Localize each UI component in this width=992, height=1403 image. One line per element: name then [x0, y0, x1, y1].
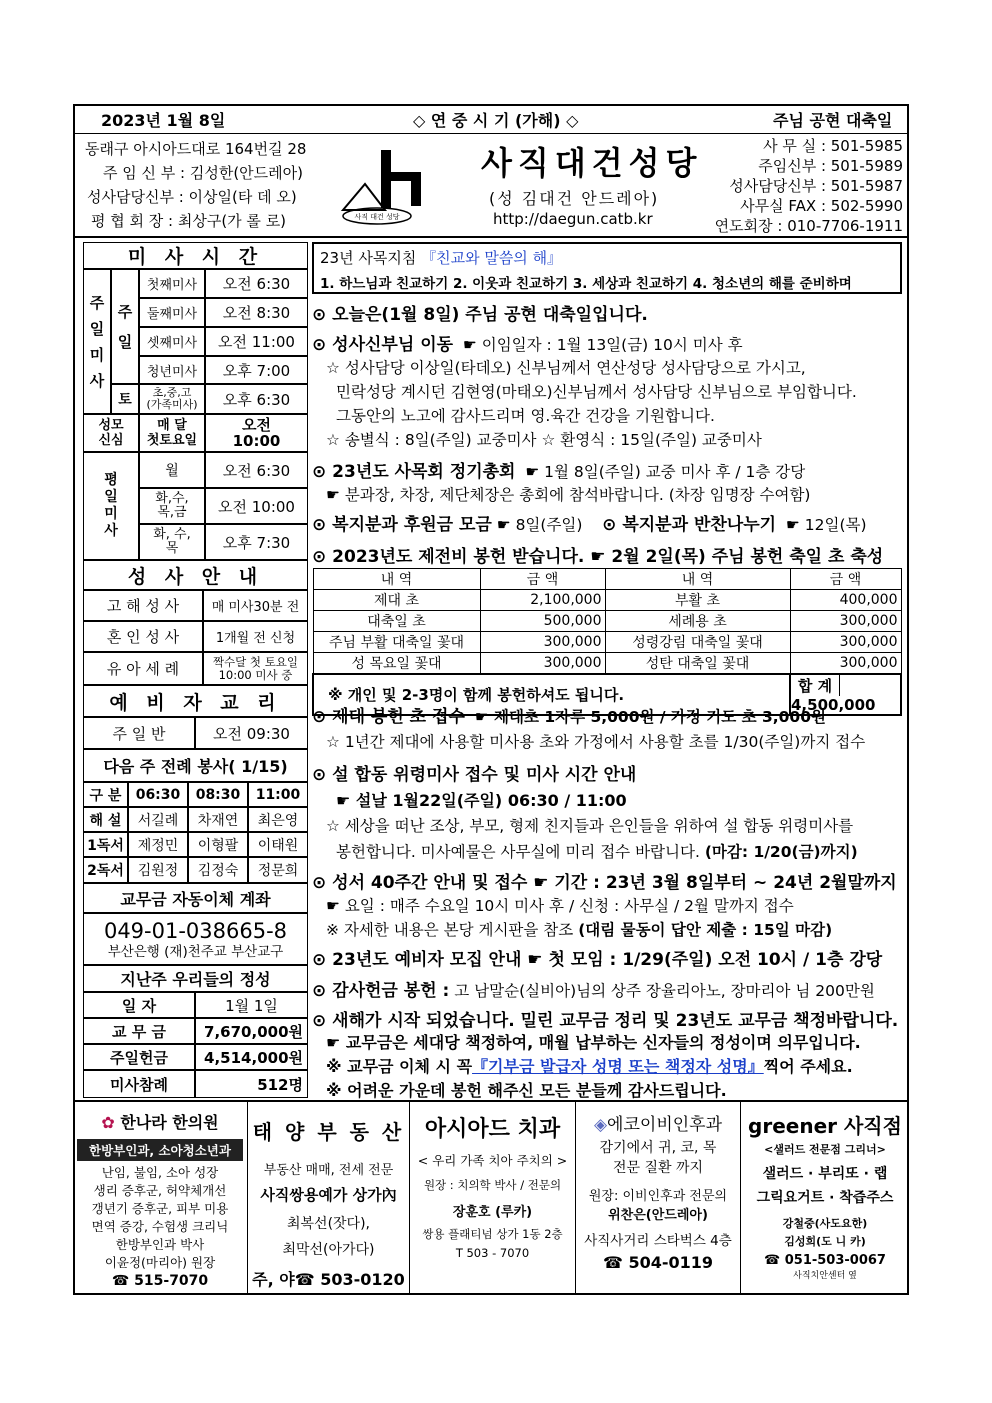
liturgy-person: 차재연 [188, 807, 248, 832]
ad-subtitle: < 우리 가족 치아 주치의 > [417, 1153, 568, 1168]
motto-line [320, 247, 562, 268]
table-cell: 부활 초 [605, 590, 790, 611]
offering-total-label: 합 계 [791, 675, 840, 696]
notice-memorial-deadline: (마감: 1/20(금)까지) [704, 843, 858, 861]
pastor-name: 주 임 신 부 : 김성한(안드레아) [103, 164, 303, 182]
liturgy-header: 06:30 [128, 782, 188, 807]
sacrament-info: 매 미사30분 전 [203, 590, 308, 621]
notice-feast: ⊙ 오늘은(1월 8일) 주님 공현 대축일입니다. [312, 305, 648, 325]
ad-line: 원장: 이비인후과 전문의 [588, 1189, 728, 1204]
church-url[interactable]: http://daegun.catb.kr [493, 210, 653, 228]
weekday-time: 오후 7:30 [205, 524, 308, 560]
church-address: 동래구 아시아드대로 164번길 28 [85, 140, 307, 158]
table-row [313, 653, 901, 675]
church-patron: (성 김대건 안드레아) [489, 189, 660, 208]
flower-icon: ✿ [101, 1113, 115, 1132]
ads-row [73, 1100, 909, 1295]
church-header [73, 134, 909, 238]
ad-line: 그릭요거트 · 착즙주스 [756, 1190, 894, 1206]
phone-pastor: 주임신부 : 501-5989 [758, 157, 903, 175]
ad-dental [410, 1102, 576, 1295]
notice-newyear: ⊙ 새해가 시작 되었습니다. 밀린 교무금 정리 및 23년도 교무금 책정바랍니다. [312, 1011, 899, 1031]
ad-title: greener 사직점 [748, 1114, 902, 1138]
notice-assembly-line [312, 457, 805, 482]
notice-welfare-line [312, 510, 867, 535]
sacrament-info: 짝수달 첫 토요일 10:00 미사 중 [203, 652, 308, 685]
stats-label: 주일헌금 [83, 1044, 195, 1070]
motto-text: 『친교와 말씀의 해』 [421, 249, 563, 267]
mass-row-time: 오전 11:00 [205, 327, 308, 356]
stats-value: 1월 1일 [195, 992, 308, 1018]
notice-memorial-date: ☛ 설날 1월22일(주일) 06:30 / 11:00 [336, 791, 627, 810]
ad-footnote: 사직치안센터 옆 [793, 1271, 857, 1281]
ad-line: 난임, 불임, 소아 성장 [101, 1165, 219, 1180]
notice-sidedish-date: ☛ 12일(목) [785, 516, 867, 534]
ad-ent-clinic [576, 1102, 741, 1295]
notice-offering: ⊙ 2023년도 제전비 봉헌 받습니다. ☛ 2월 2일(목) 주님 봉헌 축일 초 축성 [312, 547, 884, 567]
ad-line: 쌍용 플래티넘 상가 1동 2층 [422, 1227, 563, 1241]
left-column [83, 242, 308, 1100]
offering-total: 4,500,000 [791, 696, 876, 714]
ad-line: 샐러드 · 부리또 · 랩 [762, 1166, 888, 1182]
notice-memorial-detail: 봉헌합니다. 미사예물은 사무실에 미리 접수 바랍니다. [336, 843, 700, 861]
assistant-priest: 성사담당신부 : 이상일(타 데 오) [87, 188, 297, 206]
notice-gratitude: ※ 어려운 가운데 봉헌 해주신 모든 분들께 감사드립니다. [326, 1081, 727, 1100]
table-cell: 300,000 [790, 611, 901, 632]
ad-realestate [248, 1102, 410, 1295]
notice-bible-detail: ☛ 요일 : 매주 수요일 10시 미사 후 / 신청 : 사무실 / 2월 말까지 접수 [326, 897, 794, 915]
holy-hour-time: 오전 10:00 [205, 414, 308, 452]
table-cell: 제대 초 [313, 590, 480, 611]
weekday-time: 오전 6:30 [205, 452, 308, 488]
phone-office: 사 무 실 : 501-5985 [763, 137, 903, 155]
ad-line: 사직쌍용예가 상가內 [260, 1186, 397, 1204]
sacrament-info: 1개월 전 신청 [203, 621, 308, 652]
notice-sidedish-title: ⊙ 복지분과 반찬나누기 [602, 515, 777, 535]
table-cell: 2,100,000 [480, 590, 605, 611]
ad-salad [741, 1102, 909, 1295]
table-cell: 400,000 [790, 590, 901, 611]
table-cell: 500,000 [480, 611, 605, 632]
liturgy-person: 서길례 [128, 807, 188, 832]
mass-row-name: 초,중,고 (가족미사) [139, 384, 205, 414]
table-row [313, 632, 901, 653]
liturgy-role: 1독서 [83, 832, 128, 857]
catechumen-time: 오전 09:30 [195, 717, 308, 749]
table-cell: 세례용 초 [605, 611, 790, 632]
notice-transfer-detail: 그동안의 노고에 감사드리며 영.육간 건강을 기원합니다. [336, 407, 715, 425]
liturgy-person: 김정숙 [188, 857, 248, 883]
saturday-label: 토 [111, 384, 139, 414]
table-header: 금 액 [790, 569, 901, 590]
table-cell: 성탄 대축일 꽃대 [605, 653, 790, 675]
notice-tithe-note-end: 찍어 주세요. [763, 1057, 853, 1076]
liturgy-person: 제정민 [128, 832, 188, 857]
table-header: 내 역 [605, 569, 790, 590]
sacrament-name: 고 해 성 사 [83, 590, 203, 621]
liturgy-header: 구 분 [83, 782, 128, 807]
notice-transfer-date: ☛ 이임일자 : 1월 13일(금) 10시 미사 후 [462, 336, 743, 354]
notice-transfer-line [312, 330, 743, 355]
notice-memorial-deadline-line [336, 840, 858, 862]
notice-transfer-detail: ☆ 성사담당 이상일(타데오) 신부님께서 연산성당 성사담당으로 가시고, [326, 359, 806, 377]
ad-title-text: 에코이비인후과 [607, 1115, 723, 1135]
liturgy-title: 다음 주 전례 봉사( 1/15) [83, 749, 308, 782]
notice-transfer-title: ⊙ 성사신부님 이동 [312, 335, 454, 355]
stats-value: 512명 [195, 1070, 308, 1098]
weekday-mass-label: 평일미사 [83, 452, 139, 560]
church-name: 사직대건성당 [481, 144, 703, 182]
weekday-day: 화,수, 목,금 [139, 488, 205, 524]
notice-candle-price: ☛ 제대초 1자루 5,000원 / 가정 기도 초 3,000원 [474, 708, 826, 726]
ad-subtitle: 감기에서 귀, 코, 목 [599, 1140, 717, 1156]
table-row [313, 590, 901, 611]
ad-phone: ☎ 515-7070 [111, 1273, 209, 1289]
notice-assembly-detail: ☛ 분과장, 차장, 제단체장은 총회에 참석바랍니다. (차장 임명장 수여함) [326, 486, 811, 504]
ad-line: 김성희(도 니 카) [784, 1235, 866, 1248]
ad-title [576, 1110, 740, 1135]
liturgy-header: 08:30 [188, 782, 248, 807]
motto-box [312, 242, 902, 294]
ad-line: 갱년기 증후군, 피부 미용 [91, 1201, 229, 1216]
notice-bible: ⊙ 성서 40주간 안내 및 접수 ☛ 기간 : 23년 3월 8일부터 ~ 24년 2월말까지 [312, 873, 897, 893]
ad-phone: 주, 야☎ 503-0120 [252, 1270, 405, 1289]
bulletin-date: 2023년 1월 8일 [101, 111, 226, 130]
notice-candle-title: ⊙ 제대 봉헌 초 접수 [312, 707, 465, 727]
holy-hour-when: 매 달 첫토요일 [139, 414, 205, 452]
notice-bible-note: ※ 자세한 내용은 본당 게시판을 참조 [326, 921, 574, 939]
catechumen-class: 주 일 반 [83, 717, 195, 749]
liturgy-role: 2독서 [83, 857, 128, 883]
stats-title: 지난주 우리들의 정성 [83, 965, 308, 992]
logo-caption: 사직 대건 성당 [354, 213, 400, 221]
mass-row-name: 청년미사 [139, 356, 205, 384]
stats-label: 교 무 금 [83, 1018, 195, 1044]
table-cell: 300,000 [790, 653, 901, 675]
sunday-mass-label: 주일미사 [83, 269, 111, 414]
mass-row-name: 둘째미사 [139, 298, 205, 327]
notice-welfare-title: ⊙ 복지분과 후원금 모금 [312, 515, 492, 535]
feast-name: 주님 공현 대축일 [773, 111, 893, 130]
ad-line: 면역 증강, 수험생 크리닉 [91, 1219, 229, 1234]
notice-advent-deadline: (대림 물동이 답안 제출 : 15일 마감) [578, 921, 833, 939]
notice-candle-detail: ☆ 1년간 제대에 사용할 미사용 초와 가정에서 사용할 초를 1/30(주일)까지 접수 [326, 733, 866, 751]
mass-row-name: 셋째미사 [139, 327, 205, 356]
ad-line: 한방부인과 박사 [115, 1237, 205, 1252]
notice-thanks-line [312, 976, 875, 1001]
stats-value: 4,514,000원 [195, 1044, 308, 1070]
bank-title: 교무금 자동이체 계좌 [83, 883, 308, 913]
ad-line: 강철중(사도요한) [782, 1217, 868, 1230]
ad-subtitle: 한방부인과, 소아청소년과 [77, 1139, 243, 1161]
ad-line: 생리 증후군, 허약체개선 [93, 1183, 227, 1198]
notice-memorial-detail: ☆ 세상을 떠난 조상, 부모, 형제 친지들과 은인들을 위하여 설 합동 위령미사를 [326, 817, 854, 835]
mass-row-name: 첫째미사 [139, 269, 205, 298]
ad-line: 전문 질환 까지 [612, 1160, 704, 1176]
notice-memorial-title: ⊙ 설 합동 위령미사 접수 및 미사 시간 안내 [312, 765, 637, 785]
bank-account-number: 049-01-038665-8 [103, 919, 288, 943]
ad-title-text: 한나라 한의원 [120, 1113, 219, 1132]
holy-hour-label: 성모 신심 [83, 414, 139, 452]
table-cell: 성령강림 대축일 꽃대 [605, 632, 790, 653]
motto-prefix: 23년 사목지침 [320, 249, 417, 267]
sacrament-name: 혼 인 성 사 [83, 621, 203, 652]
phone-assistant: 성사담당신부 : 501-5987 [729, 177, 903, 195]
ad-line: 원장 : 치의학 박사 / 전문의 [423, 1178, 562, 1192]
phone-fax: 사무실 FAX : 502-5990 [740, 197, 903, 215]
liturgy-header: 11:00 [248, 782, 308, 807]
table-cell: 300,000 [480, 653, 605, 675]
sacrament-name: 유 아 세 례 [83, 652, 203, 685]
clinic-logo-icon: ◈ [593, 1115, 608, 1135]
table-header: 금 액 [480, 569, 605, 590]
ad-subtitle: 부동산 매매, 전세 전문 [263, 1163, 394, 1178]
notice-ceremony: ☆ 송별식 : 8일(주일) 교중미사 ☆ 환영식 : 15일(주일) 교중미사 [326, 431, 762, 449]
liturgy-person: 김원정 [128, 857, 188, 883]
liturgy-person: 정문희 [248, 857, 308, 883]
sacrament-title: 성 사 안 내 [83, 560, 308, 590]
notice-thanks-title: ⊙ 감사헌금 봉헌 : [312, 981, 450, 1001]
mass-row-time: 오전 6:30 [205, 269, 308, 298]
weekday-day: 월 [139, 452, 205, 488]
table-cell: 성 목요일 꽃대 [313, 653, 480, 675]
ad-line: 위찬은(안드레아) [608, 1208, 708, 1223]
notice-welfare-date: ☛ 8일(주일) [496, 516, 583, 534]
ad-subtitle: <샐러드 전문점 그리너> [764, 1143, 886, 1156]
phone-list [715, 136, 903, 236]
notice-transfer-detail: 민락성당 계시던 김현영(마태오)신부님께서 성사담당 신부님으로 부임합니다. [336, 383, 857, 401]
ad-phone: T 503 - 7070 [455, 1246, 530, 1260]
phone-council: 연도회장 : 010-7706-1911 [714, 217, 903, 235]
ad-phone: ☎ 051-503-0067 [764, 1253, 886, 1268]
table-cell: 주님 부활 대축일 꽃대 [313, 632, 480, 653]
liturgical-season: ◇ 연 중 시 기 (가해) ◇ [413, 111, 579, 130]
liturgy-person: 이형팔 [188, 832, 248, 857]
stats-label: 일 자 [83, 992, 195, 1018]
date-row [73, 104, 909, 134]
notice-tithe-note-line [326, 1054, 853, 1077]
church-logo-icon [335, 144, 431, 228]
bank-name: 부산은행 (재)천주교 부산교구 [107, 944, 284, 960]
ad-title [73, 1110, 247, 1133]
weekday-time: 오전 10:00 [205, 488, 308, 524]
ad-line: 최막선(아가다) [282, 1242, 375, 1258]
ad-title: 아시아드 치과 [424, 1117, 561, 1142]
table-cell: 300,000 [790, 632, 901, 653]
council-president: 평 협 회 장 : 최상구(가 롤 로) [91, 212, 287, 230]
liturgy-person: 최은영 [248, 807, 308, 832]
notice-thanks-detail: 고 남말순(실비아)님의 상주 장율리아노, 장마리아 님 200만원 [454, 982, 875, 1000]
notice-column [312, 242, 904, 1100]
sunday-label: 주일 [111, 269, 139, 384]
mass-row-time: 오전 8:30 [205, 298, 308, 327]
ad-line: 이윤정(마리아) 원장 [104, 1255, 216, 1270]
ad-phone: ☎ 504-0119 [602, 1253, 714, 1272]
notice-candle-line [312, 702, 826, 727]
bank-account-box [83, 913, 308, 965]
stats-value: 7,670,000원 [195, 1018, 308, 1044]
table-header: 내 역 [313, 569, 480, 590]
notice-tithe-detail: ☛ 교무금은 세대당 책정하여, 매월 납부하는 신자들의 정성이며 의무입니다. [326, 1033, 861, 1052]
table-cell: 300,000 [480, 632, 605, 653]
motto-items: 1. 하느님과 친교하기 2. 이웃과 친교하기 3. 세상과 친교하기 4. 청소년의 해를 준비하며 [320, 276, 852, 292]
notice-tithe-note-link: 『기부금 발급자 성명 또는 책정자 성명』 [472, 1057, 764, 1076]
mass-title: 미 사 시 간 [83, 242, 308, 269]
notice-assembly-date: ☛ 1월 8일(주일) 교중 미사 후 / 1층 강당 [525, 463, 806, 481]
liturgy-role: 해 설 [83, 807, 128, 832]
ad-line: 장훈호 (루카) [452, 1205, 533, 1220]
notice-catechumen: ⊙ 23년도 예비자 모집 안내 ☛ 첫 모임 : 1/29(주일) 오전 10시 / 1층 강당 [312, 950, 883, 970]
ad-line: 최복선(잣다), [287, 1216, 370, 1232]
mass-row-time: 오후 7:00 [205, 356, 308, 384]
notice-tithe-note: ※ 교무금 이체 시 꼭 [326, 1057, 473, 1076]
notice-bible-note-line [326, 918, 832, 940]
mass-row-time: 오후 6:30 [205, 384, 308, 414]
ad-title: 태 양 부 동 산 [252, 1120, 405, 1144]
liturgy-person: 이태원 [248, 832, 308, 857]
table-cell: 대축일 초 [313, 611, 480, 632]
notice-assembly-title: ⊙ 23년도 사목회 정기총회 [312, 462, 516, 482]
stats-label: 미사참례 [83, 1070, 195, 1098]
table-row [313, 611, 901, 632]
offering-note: ※ 개인 및 2-3명이 함께 봉헌하셔도 됩니다. [313, 674, 790, 715]
offering-table [312, 568, 902, 716]
ad-oriental-clinic [73, 1102, 248, 1295]
ad-line: 사직사거리 스타벅스 4층 [584, 1233, 732, 1249]
weekday-day: 화, 수, 목 [139, 524, 205, 560]
catechumen-title: 예 비 자 교 리 [83, 685, 308, 717]
